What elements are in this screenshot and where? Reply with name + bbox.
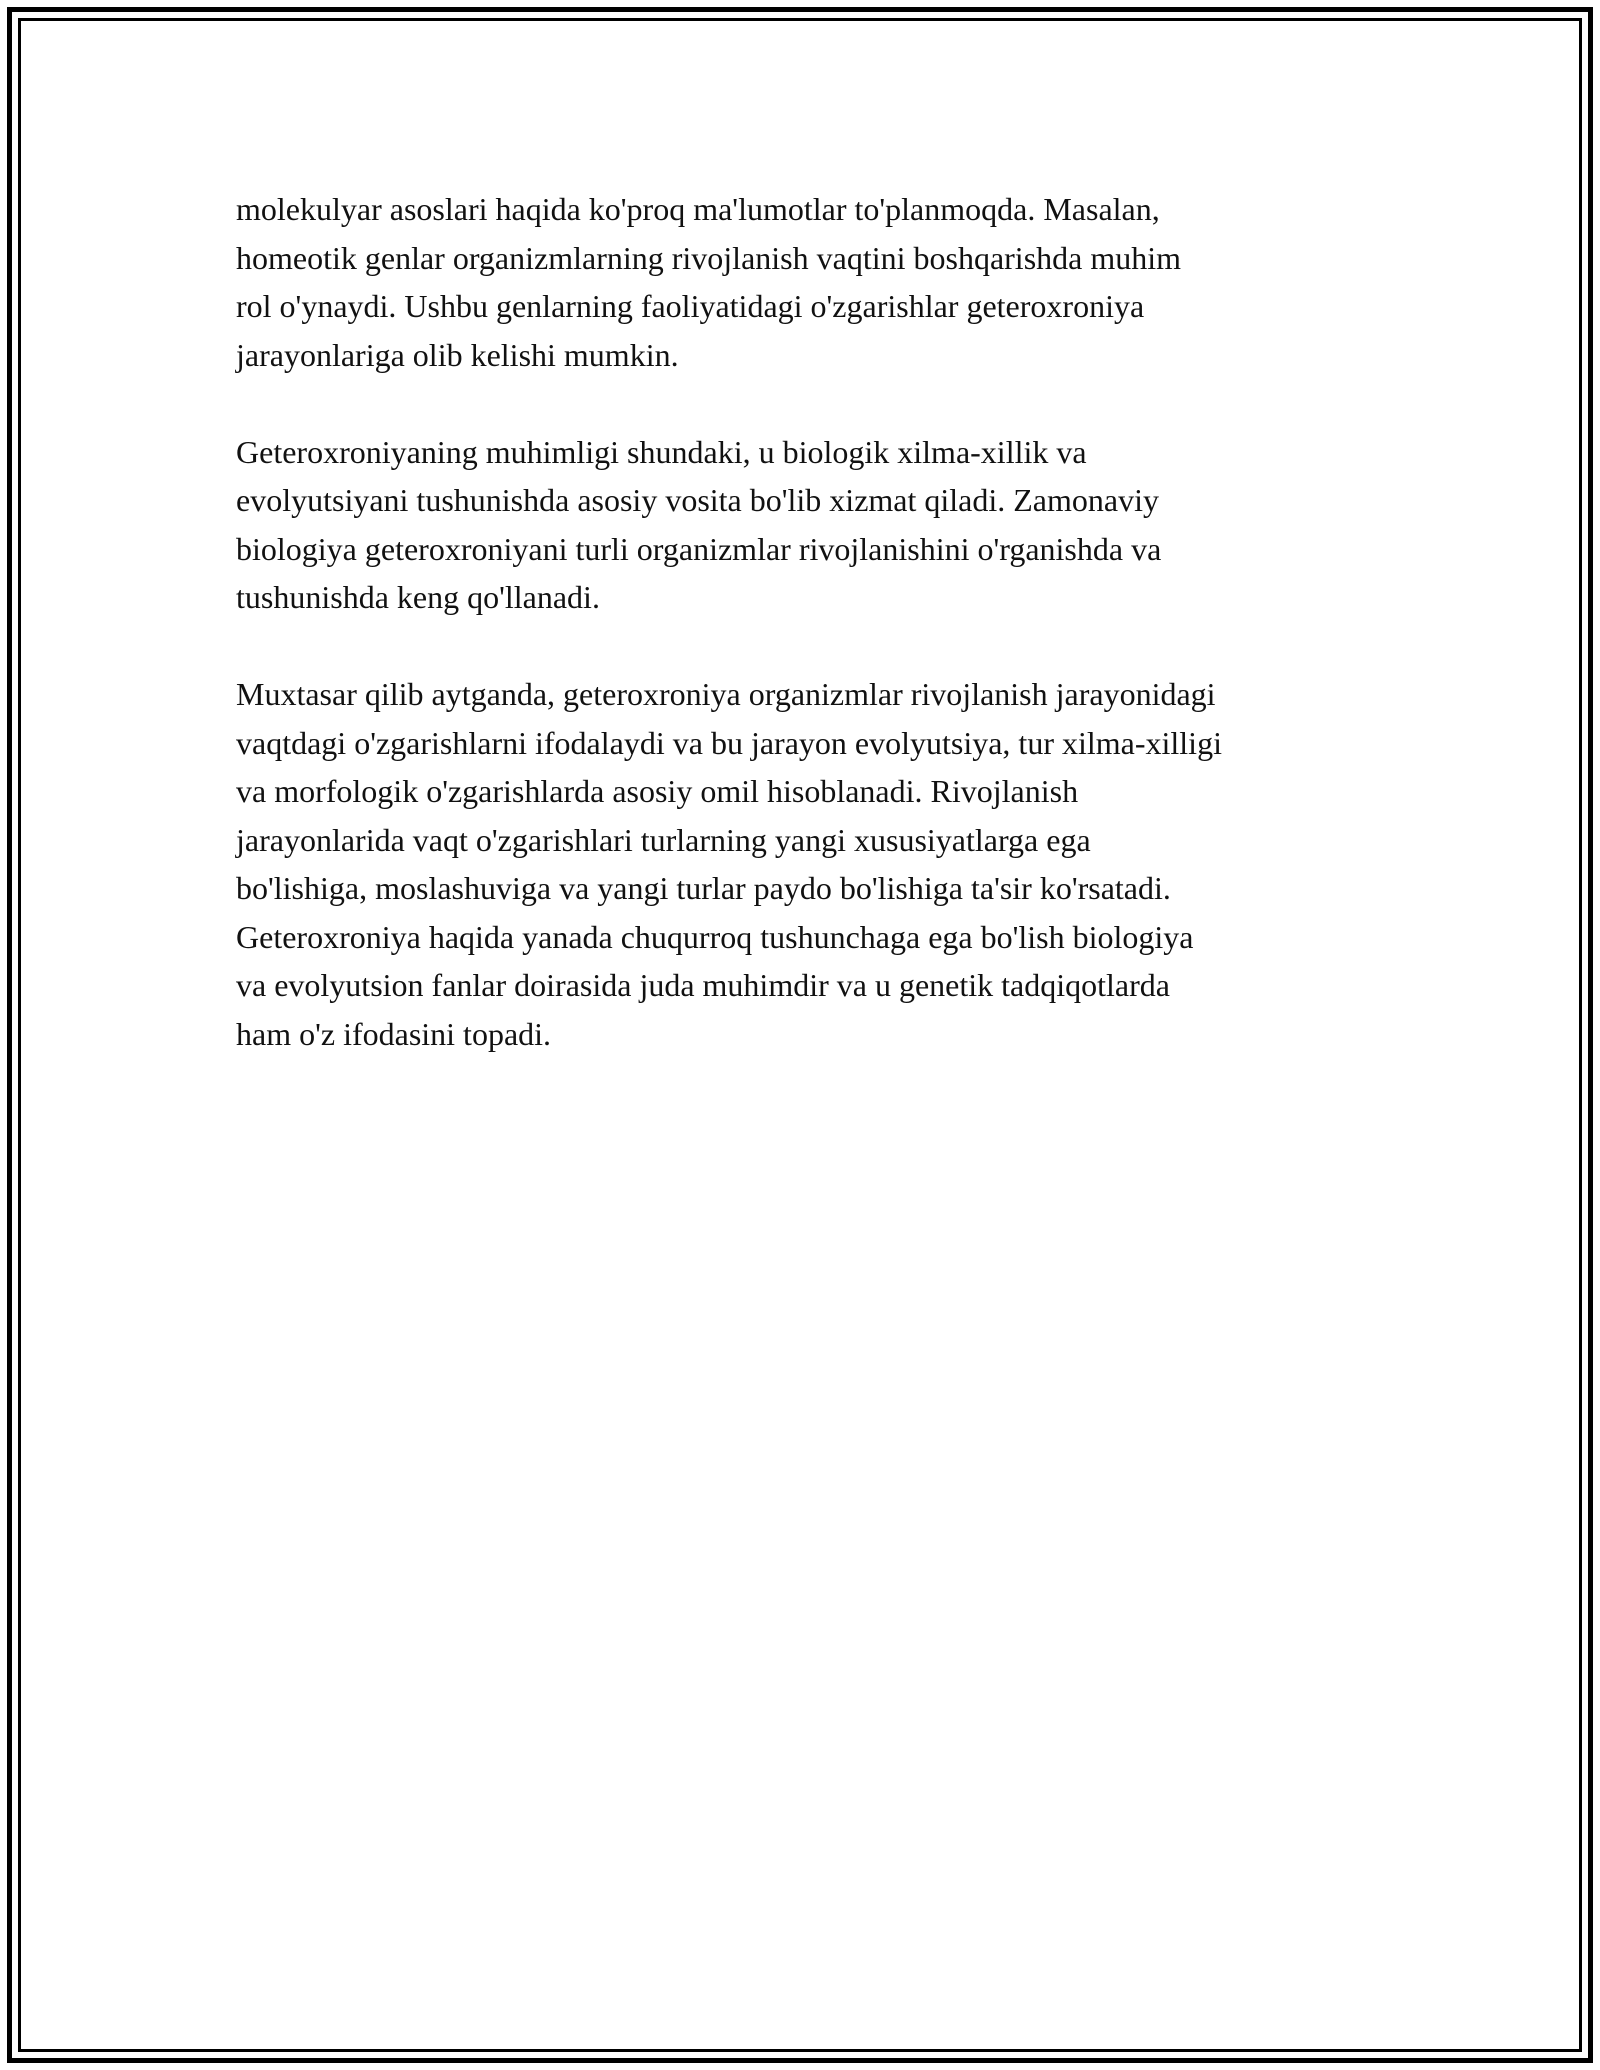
paragraph-2 (236, 428, 1396, 622)
text-line: va evolyutsion fanlar doirasida juda muhimdir va u genetik tadqiqotlarda (236, 967, 1170, 1003)
paragraph-3 (236, 670, 1396, 1058)
text-line: tushunishda keng qo'llanadi. (236, 579, 600, 615)
text-line: jarayonlariga olib kelishi mumkin. (236, 336, 679, 373)
text-line: jarayonlarida vaqt o'zgarishlari turlarning yangi xususiyatlarga ega (236, 821, 1091, 858)
text-line: homeotik genlar organizmlarning rivojlanish vaqtini boshqarishda muhim (236, 239, 1182, 276)
document-body (236, 185, 1396, 1107)
text-line: molekulyar asoslari haqida ko'proq ma'lumotlar to'planmoqda. Masalan, (236, 191, 1160, 227)
text-line: Muxtasar qilib aytganda, geteroxroniya organizmlar rivojlanish jarayonidagi (236, 676, 1216, 712)
text-line: biologiya geteroxroniyani turli organizmlar rivojlanishini o'rganishda va (236, 530, 1162, 567)
text-line: ham o'z ifodasini topadi. (236, 1015, 552, 1052)
text-line: bo'lishiga, moslashuviga va yangi turlar paydo bo'lishiga ta'sir ko'rsatadi. (236, 870, 1171, 906)
text-line: va morfologik o'zgarishlarda asosiy omil hisoblanadi. Rivojlanish (236, 773, 1079, 809)
paragraph-1 (236, 185, 1396, 379)
text-line: evolyutsiyani tushunishda asosiy vosita bo'lib xizmat qiladi. Zamonaviy (236, 482, 1159, 518)
text-line: rol o'ynaydi. Ushbu genlarning faoliyatidagi o'zgarishlar geteroxroniya (236, 288, 1145, 324)
text-line: vaqtdagi o'zgarishlarni ifodalaydi va bu jarayon evolyutsiya, tur xilma-xilligi (236, 724, 1222, 761)
text-line: Geteroxroniya haqida yanada chuqurroq tushunchaga ega bo'lish biologiya (236, 918, 1194, 955)
text-line: Geteroxroniyaning muhimligi shundaki, u biologik xilma-xillik va (236, 433, 1087, 470)
